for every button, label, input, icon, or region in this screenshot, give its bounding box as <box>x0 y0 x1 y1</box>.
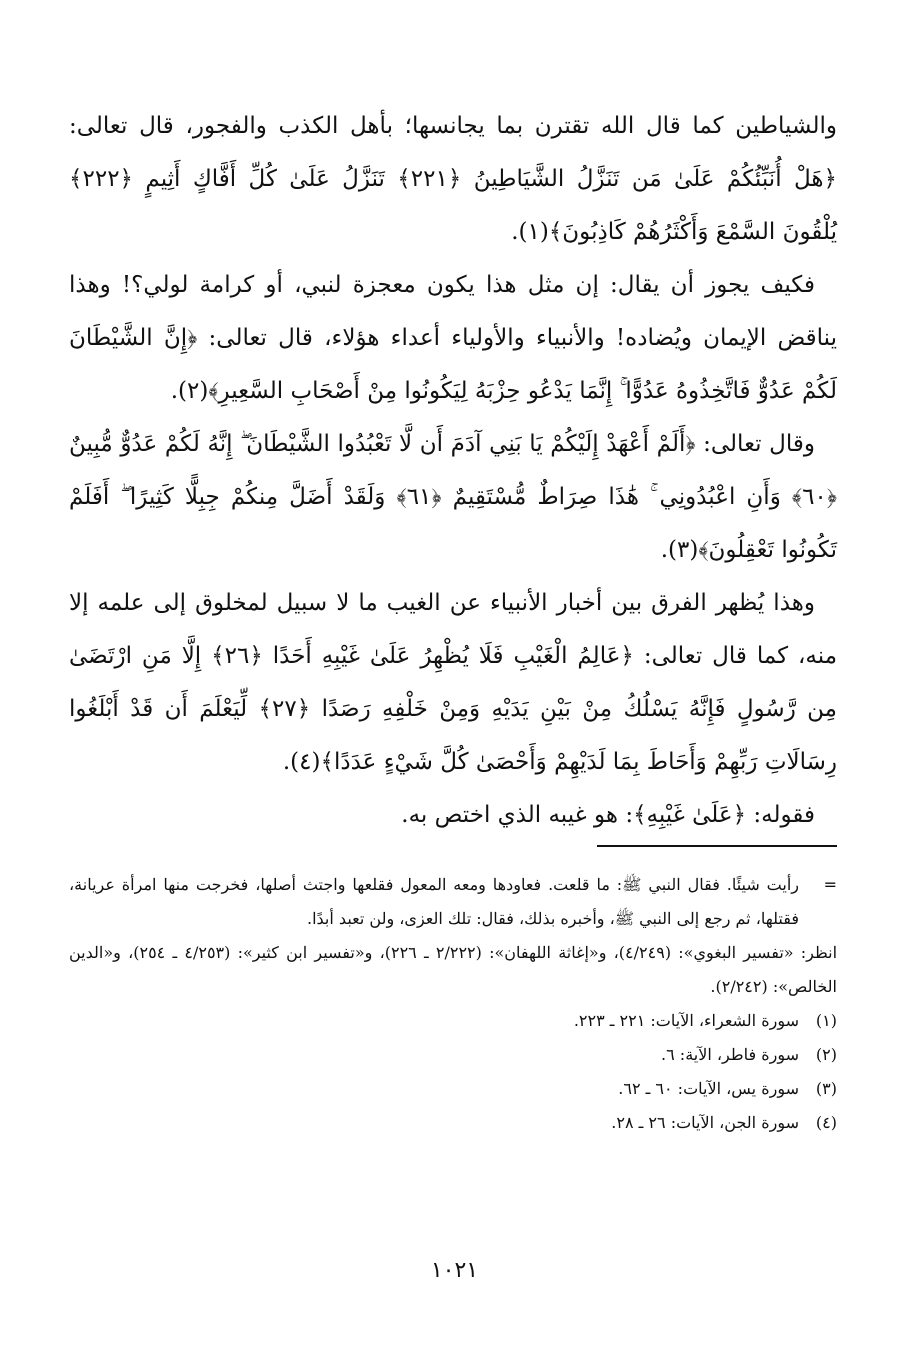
footnote-number: (٢) <box>815 1045 837 1064</box>
paragraph-4: وهذا يُظهر الفرق بين أخبار الأنبياء عن الغيب ما لا سبيل لمخلوق إلى علمه إلا منه، كما قال تعالى: ﴿عَالِمُ الْغَيْبِ فَلَا يُظْهِرُ عَلَىٰ غَيْبِهِ أَحَدًا ﴿٢٦﴾ إِلَّا مَنِ ارْتَضَىٰ مِن رَّسُولٍ فَإِنَّهُ يَسْلُكُ مِنْ بَيْنِ يَدَيْهِ وَمِنْ خَلْفِهِ رَصَدًا ﴿٢٧﴾ لِّيَعْلَمَ أَن قَدْ أَبْلَغُوا رِسَالَاتِ رَبِّهِمْ وَأَحَاطَ بِمَا لَدَيْهِمْ وَأَحْصَىٰ كُلَّ شَيْءٍ عَدَدًا﴾(٤). <box>69 590 838 775</box>
footnote-divider <box>597 845 837 847</box>
footnote-continuation-text: رأيت شيئًا. فقال النبي ﷺ: ما قلعت. فعاودها ومعه المعول فقلعها واجتث أصلها، فخرجت منها امرأة عريانة، فقتلها، ثم رجع إلى النبي ﷺ، وأخبره بذلك، فقال: تلك العزى، ولن تعبد أبدًا. <box>69 875 799 928</box>
footnotes <box>69 868 837 1140</box>
paragraph-2: فكيف يجوز أن يقال: إن مثل هذا يكون معجزة لنبي، أو كرامة لولي؟! وهذا يناقض الإيمان ويُضاده! والأنبياء والأولياء أعداء هؤلاء، قال تعالى: ﴿إِنَّ الشَّيْطَانَ لَكُمْ عَدُوٌّ فَاتَّخِذُوهُ عَدُوًّا ۚ إِنَّمَا يَدْعُو حِزْبَهُ لِيَكُونُوا مِنْ أَصْحَابِ السَّعِيرِ﴾(٢). <box>69 272 837 404</box>
footnote-text: سورة الشعراء، الآيات: ٢٢١ ـ ٢٢٣. <box>573 1011 799 1030</box>
footnote-item <box>69 1004 837 1038</box>
footnote-item <box>69 1072 837 1106</box>
page-number: ١٠٢١ <box>430 1258 479 1283</box>
footnote-text: سورة يس، الآيات: ٦٠ ـ ٦٢. <box>618 1079 799 1098</box>
paragraph-1: والشياطين كما قال الله تقترن بما يجانسها؛ بأهل الكذب والفجور، قال تعالى: ﴿هَلْ أُنَبِّئُكُمْ عَلَىٰ مَن تَنَزَّلُ الشَّيَاطِينُ ﴿٢٢١﴾ تَنَزَّلُ عَلَىٰ كُلِّ أَفَّاكٍ أَثِيمٍ ﴿٢٢٢﴾ يُلْقُونَ السَّمْعَ وَأَكْثَرُهُمْ كَاذِبُونَ﴾(١). <box>69 113 837 245</box>
paragraph-3: وقال تعالى: ﴿أَلَمْ أَعْهَدْ إِلَيْكُمْ يَا بَنِي آدَمَ أَن لَّا تَعْبُدُوا الشَّيْطَانَ ۖ إِنَّهُ لَكُمْ عَدُوٌّ مُّبِينٌ ﴿٦٠﴾ وَأَنِ اعْبُدُونِي ۚ هَٰذَا صِرَاطٌ مُّسْتَقِيمٌ ﴿٦١﴾ وَلَقَدْ أَضَلَّ مِنكُمْ جِبِلًّا كَثِيرًا ۖ أَفَلَمْ تَكُونُوا تَعْقِلُونَ﴾(٣). <box>69 431 837 563</box>
continuation-mark: = <box>823 875 837 894</box>
footnote-reference: انظر: «تفسير البغوي»: (٤/٢٤٩)، و«إغاثة اللهفان»: (٢/٢٢٢ ـ ٢٢٦)، و«تفسير ابن كثير»: (٤/٢٥٣ ـ ٢٥٤)، و«الدين الخالص»: (٢/٢٤٢). <box>69 943 838 996</box>
footnote-continuation <box>69 868 837 936</box>
footnote-item <box>69 1038 837 1072</box>
footnote-number: (١) <box>815 1011 837 1030</box>
footnote-text: سورة فاطر، الآية: ٦. <box>661 1045 799 1064</box>
footnote-item <box>69 1106 837 1140</box>
footnote-number: (٤) <box>815 1113 837 1132</box>
footnote-number: (٣) <box>815 1079 837 1098</box>
footnote-text: سورة الجن، الآيات: ٢٦ ـ ٢٨. <box>611 1113 799 1132</box>
main-text <box>69 100 837 842</box>
paragraph-5: فقوله: ﴿عَلَىٰ غَيْبِهِ﴾: هو غيبه الذي اختص به. <box>401 802 815 828</box>
